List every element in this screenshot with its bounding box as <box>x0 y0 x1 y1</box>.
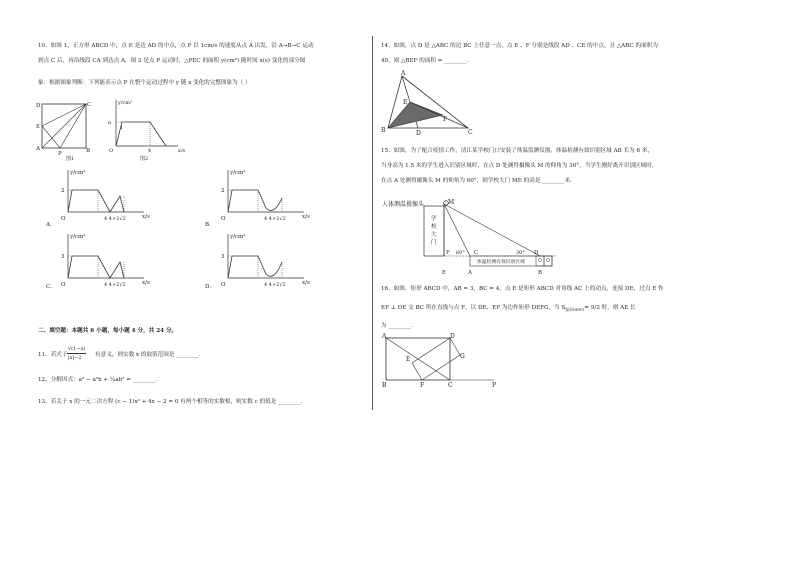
q16-line1: 16、如图，矩形 ABCD 中，AB = 3，BC = 4，点 E 是矩形 ABCD 对角线 AC 上的动点，连接 DE，过点 E 作 <box>381 286 664 292</box>
fig2-caption: 图2 <box>140 156 149 162</box>
option-b-graph[interactable] <box>218 168 318 230</box>
svg-text:60°: 60° <box>456 250 465 256</box>
svg-text:E: E <box>403 99 408 106</box>
svg-text:y/cm²: y/cm² <box>230 170 246 176</box>
svg-text:F: F <box>443 116 448 123</box>
svg-text:4 4+2√2: 4 4+2√2 <box>104 216 126 222</box>
svg-text:门: 门 <box>431 240 437 246</box>
svg-text:4 4+2√2: 4 4+2√2 <box>264 216 286 222</box>
svg-text:3: 3 <box>221 254 225 260</box>
fig1-label-E: E <box>36 124 41 130</box>
svg-text:D: D <box>450 333 455 340</box>
svg-text:校: 校 <box>431 224 437 230</box>
fig2-xlabel: x/s <box>178 148 186 154</box>
fig1-label-P: P <box>58 151 62 157</box>
svg-text:y/cm²: y/cm² <box>70 234 86 240</box>
option-c-letter: C． <box>46 284 56 290</box>
fig1-label-B: B <box>86 148 91 154</box>
svg-text:学: 学 <box>431 216 437 222</box>
fig1-label-C: C <box>87 102 92 108</box>
q15-gate-figure <box>380 194 580 284</box>
svg-text:y/cm²: y/cm² <box>70 170 86 176</box>
q14-line1: 14、如图，点 D 是 △ABC 的边 BC 上任意一点，点 E 、F 分别是线段 AD 、CE 的中点，且 △ABC 的面积为 <box>381 43 658 49</box>
svg-text:C: C <box>448 382 453 389</box>
svg-text:O: O <box>61 282 66 288</box>
svg-text:A: A <box>382 333 387 340</box>
option-c-graph[interactable] <box>58 232 158 294</box>
fig2-origin: O <box>109 148 114 154</box>
svg-text:2: 2 <box>61 188 65 194</box>
q10-line3: 象．根据图象判断：下列能表示点 P 在整个运动过程中 y 随 x 变化的完整图象为（ ） <box>38 80 251 86</box>
svg-text:x/s: x/s <box>302 280 310 286</box>
svg-text:A: A <box>401 70 406 77</box>
svg-text:C: C <box>468 129 473 136</box>
column-divider <box>372 36 373 410</box>
option-a-letter: A． <box>46 222 56 228</box>
svg-text:O: O <box>61 216 66 222</box>
svg-text:O: O <box>221 282 226 288</box>
q14-line2: 40，则 △BEF 的面积 = ________． <box>381 58 473 64</box>
fig1-caption: 图1 <box>66 156 75 162</box>
option-a-graph[interactable] <box>58 168 158 230</box>
question-12: 12、分解因式：a³ − a²b + ¼ab² = ________． <box>38 377 161 383</box>
svg-text:B: B <box>538 270 543 276</box>
svg-text:F: F <box>446 250 450 256</box>
q10-line1: 10、如图 1，正方形 ABCD 中，点 E 是边 AD 的中点，点 P 以 1cm/s 的速度从点 A 出发，沿 A→B→C 运动 <box>38 43 314 49</box>
svg-text:G: G <box>460 353 465 360</box>
section-fill-in-heading: 二、填空题：本题共 6 小题，每小题 4 分，共 24 分。 <box>38 328 178 334</box>
q11-fraction-denominator: |x|−2 <box>68 355 82 361</box>
q16-line2a <box>381 305 636 313</box>
q11-pre: 11、若式子 <box>38 352 68 358</box>
q16-line3: 为 ________． <box>381 323 417 329</box>
question-13: 13、若关于 x 的一元二次方程 (c − 1)x² + 4x − 2 = 0 有两个相等的实数根，则实数 c 的值是 ________． <box>38 399 307 405</box>
fig2-tick-n: n <box>108 120 112 126</box>
q10-figure-1 <box>34 98 104 160</box>
svg-text:C: C <box>474 250 479 256</box>
q14-triangle-figure <box>380 70 480 140</box>
q16-line2-start: EF ⊥ DE 交 BC 所在直线与点 F，以 DE、EF 为边作矩形 DEFG，当 S <box>381 305 566 311</box>
svg-text:P: P <box>492 382 497 389</box>
camera-label: 人体测温摄像头 <box>382 201 425 208</box>
svg-text:B: B <box>381 127 386 134</box>
option-d-graph[interactable] <box>218 232 318 294</box>
q15-line3: 在点 A 处测得摄像头 M 的仰角为 60°，则学校大门 ME 的高是 ________米． <box>381 178 576 184</box>
svg-text:F: F <box>420 382 425 389</box>
svg-text:E: E <box>442 270 447 276</box>
svg-text:x/s: x/s <box>142 214 150 220</box>
fig1-label-A: A <box>36 146 40 152</box>
q16-rectangle-figure <box>380 334 510 390</box>
option-d-letter: D． <box>205 284 216 290</box>
fig2-ylabel: y/cm² <box>118 100 133 106</box>
svg-text:大: 大 <box>431 232 437 238</box>
svg-text:30°: 30° <box>516 250 525 256</box>
svg-text:B: B <box>382 382 387 389</box>
svg-text:D: D <box>416 130 421 137</box>
svg-text:E: E <box>406 356 411 363</box>
svg-text:4 4+2√2: 4 4+2√2 <box>104 282 126 288</box>
svg-text:2: 2 <box>221 188 225 194</box>
zone-label: 体温检测有效识别区域 <box>477 260 525 265</box>
fig2-tick-4: 4 <box>148 148 152 154</box>
svg-text:y/cm²: y/cm² <box>230 234 246 240</box>
svg-text:x/s: x/s <box>302 214 310 220</box>
q15-line2: 当身高为 1.5 米的学生进入识别区域时，在点 D 处测得摄像头 M 的仰角为 30°，当学生刚好离开识别区域时， <box>381 163 658 169</box>
fig1-label-D: D <box>36 103 41 109</box>
option-b-letter: B． <box>205 222 215 228</box>
svg-text:x/s: x/s <box>142 280 150 286</box>
q16-line2-end: = 9/2 时，则 AE 长 <box>584 305 636 311</box>
svg-text:D: D <box>534 250 539 256</box>
q11-post: 有意义，则实数 x 的取值范围是 ________． <box>95 352 205 358</box>
q10-line2: 到点 C 后，再沿线段 CA 到达点 A，图 2 是点 P 运动时，△PEC 的面积 y(cm²) 随时间 x(s) 变化的部分图 <box>38 58 306 64</box>
svg-text:3: 3 <box>61 254 65 260</box>
q10-figure-2 <box>106 96 186 158</box>
q15-line1: 15、如图，为了配合疫情工作，清江某学校门口安装了体温监测仪器，体温检测有效识别区域 AB 长为 6 米， <box>381 148 654 154</box>
svg-text:O: O <box>221 216 226 222</box>
q16-line2-subscript: 矩形DEFG <box>565 307 585 313</box>
svg-text:A: A <box>468 270 472 276</box>
q11-fraction-numerator: √(1−x) <box>68 346 86 352</box>
fig2-tick-1: 1 <box>120 125 124 131</box>
svg-text:4 4+2√2: 4 4+2√2 <box>264 282 286 288</box>
svg-text:M: M <box>448 199 455 206</box>
